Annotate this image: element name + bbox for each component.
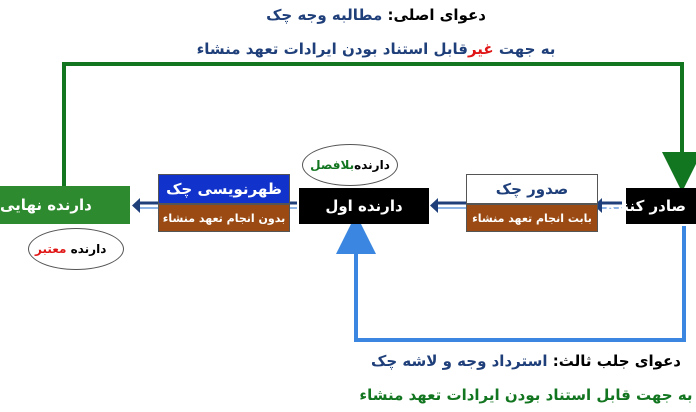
main-claim-reason (56, 40, 696, 58)
third-party-text: استرداد وجه و لاشه چک (370, 352, 548, 370)
main-claim-reason-a: به جهت (493, 40, 556, 58)
issue-check-box (466, 174, 598, 204)
last-holder-tag-b: معتبر (35, 242, 67, 256)
flow-arrow-check-to-holder (430, 198, 466, 213)
last-holder-tag-wrap (29, 242, 106, 256)
issue-check-note: بابت انجام تعهد منشاء (472, 211, 592, 225)
endorse-label: ظهرنویسی چک (166, 180, 282, 198)
first-holder-box (299, 188, 429, 224)
endorse-note-box (158, 204, 290, 232)
main-claim-prefix: دعوای اصلی: (387, 6, 486, 24)
issuer-box (605, 188, 696, 224)
third-party-arrow (356, 226, 684, 340)
issue-check-note-box (466, 204, 598, 232)
first-holder-label: دارنده اول (325, 197, 403, 215)
endorse-note: بدون انجام تعهد منشاء (162, 211, 286, 225)
first-holder-tag-b: بلافصل (310, 158, 355, 172)
first-holder-tag-a: دارنده (354, 158, 390, 172)
issue-check-label: صدور چک (495, 180, 569, 198)
third-party-prefix: دعوای جلب ثالث: (552, 352, 682, 370)
main-claim-title (56, 6, 696, 24)
third-party-title (356, 352, 696, 370)
main-claim-text: مطالبه وجه چک (266, 6, 383, 24)
main-claim-reason-b: قابل استناد بودن ایرادات تعهد منشاء (196, 40, 468, 58)
last-holder-label: دارنده نهایی (0, 196, 92, 214)
flow-arrow-endorse-to-last (132, 198, 158, 213)
third-party-reason: به جهت قابل استناد بودن ایرادات تعهد منشاء (359, 386, 693, 404)
endorse-box (158, 174, 290, 204)
last-holder-tag-a: دارنده (66, 242, 107, 256)
issuer-label: صادر کننده (605, 197, 686, 215)
main-claim-reason-red: غیر (467, 40, 494, 58)
last-holder-tag (28, 228, 124, 270)
first-holder-tag (302, 144, 398, 186)
last-holder-box (0, 186, 130, 224)
